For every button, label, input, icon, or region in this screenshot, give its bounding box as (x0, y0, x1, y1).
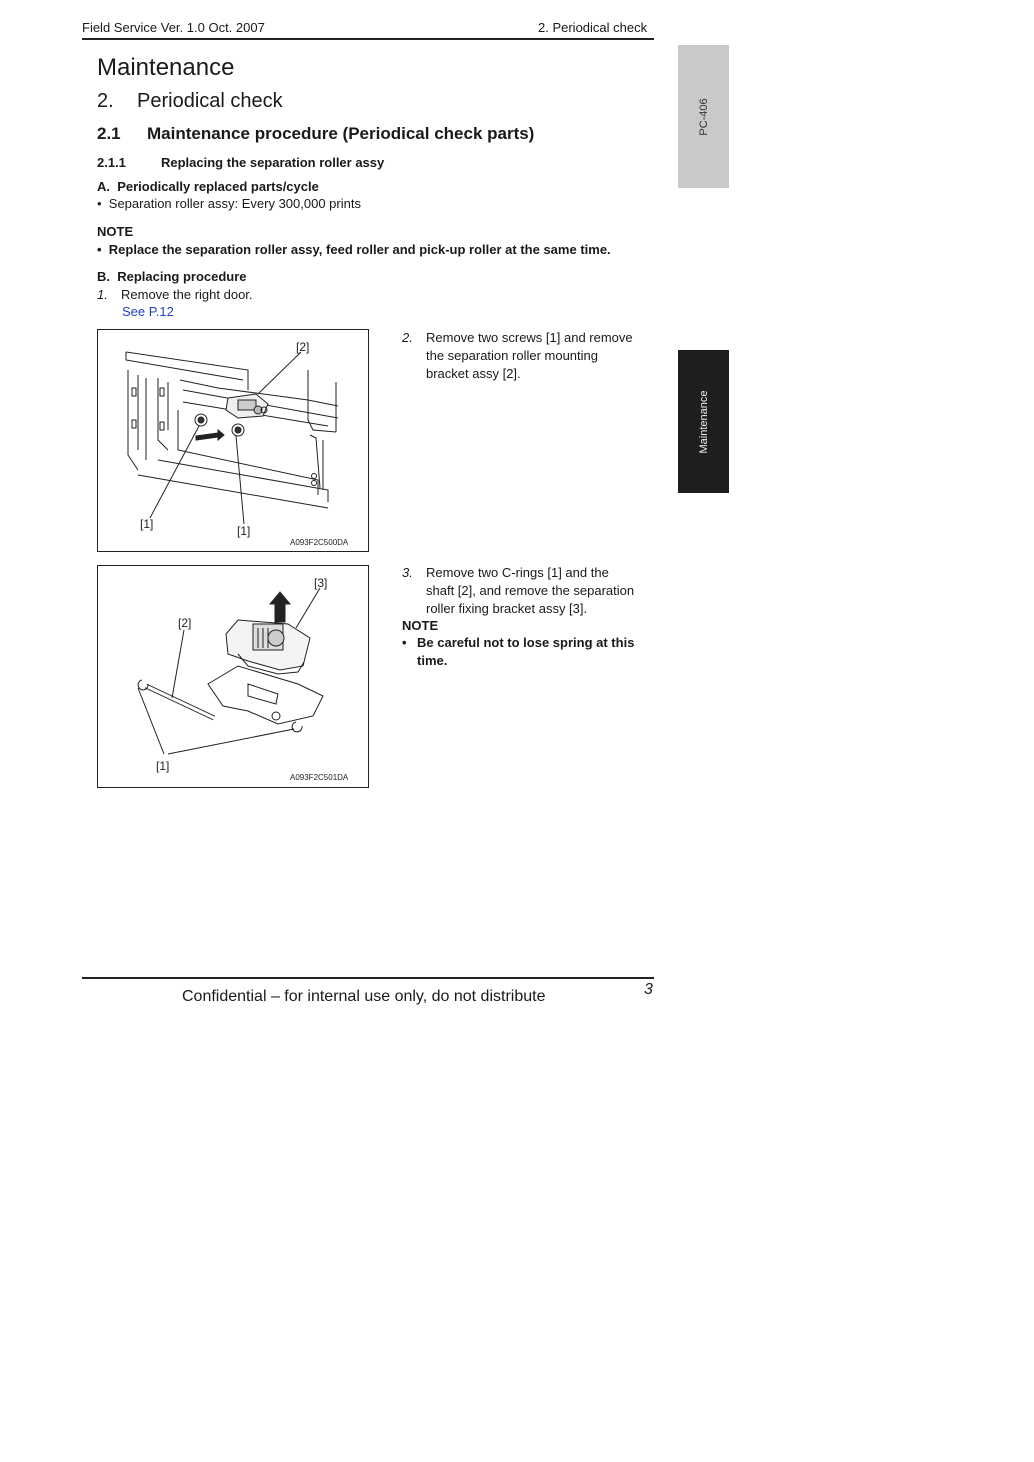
section-number: 2. (97, 90, 114, 112)
figure-1-label-1a: [1] (140, 517, 154, 531)
note-text (97, 241, 611, 259)
see-page-link[interactable]: See P.12 (122, 304, 174, 319)
subsection-heading (97, 124, 534, 144)
subsection-title: Maintenance procedure (Periodical check parts) (147, 124, 535, 143)
figure-remove-shaft (97, 565, 369, 788)
step-3-line-1: Remove two C-rings [1] and the (426, 565, 609, 580)
procedure-title: Replacing the separation roller assy (161, 155, 385, 170)
chapter-title: Maintenance (97, 54, 235, 81)
figure-remove-screws (97, 329, 369, 552)
figure-2-label-3: [3] (314, 576, 328, 590)
step-2 (402, 329, 633, 383)
side-tab-section (678, 350, 729, 493)
step-2-line-2: the separation roller mounting (426, 348, 598, 363)
section-a-bullet-text: Separation roller assy: Every 300,000 prints (108, 196, 361, 211)
bullet-icon: • (97, 196, 109, 211)
figure-2-code: A093F2C501DA (290, 773, 349, 782)
step-2-line-1: Remove two screws [1] and remove (426, 330, 633, 345)
step-3-line-3: roller fixing bracket assy [3]. (426, 601, 588, 616)
note-text-content: Replace the separation roller assy, feed roller and pick-up roller at the same time. (108, 242, 611, 257)
section-heading (97, 90, 283, 113)
note-label: NOTE (97, 224, 134, 239)
step-1-text: Remove the right door. (121, 287, 253, 302)
step-2-line-3: bracket assy [2]. (426, 366, 521, 381)
section-title: Periodical check (137, 90, 283, 112)
step-3-line-2: shaft [2], and remove the separation (426, 583, 635, 598)
procedure-heading (97, 155, 384, 170)
step-1 (97, 286, 253, 304)
step-3 (402, 564, 634, 618)
step-3-note-line-1: Be careful not to lose spring at this (417, 635, 635, 650)
header-left: Field Service Ver. 1.0 Oct. 2007 (82, 20, 265, 35)
figure-1-code: A093F2C500DA (290, 538, 349, 547)
side-tab-section-label: Maintenance (697, 390, 710, 453)
step-3-number: 3. (402, 565, 413, 580)
page-number: 3 (644, 981, 653, 998)
bullet-icon: • (97, 242, 109, 257)
side-tab-model (678, 45, 729, 188)
bullet-icon: • (402, 635, 407, 650)
figure-2-label-2: [2] (178, 616, 192, 630)
header-rule (82, 38, 654, 40)
figure-1-illustration (98, 330, 368, 551)
section-a-title: A. Periodically replaced parts/cycle (97, 179, 319, 194)
figure-1-label-1b: [1] (237, 524, 251, 538)
step-3-note-line-2: time. (417, 653, 448, 668)
subsection-number: 2.1 (97, 124, 121, 143)
footer-confidential: Confidential – for internal use only, do not distribute (182, 988, 546, 1005)
header-right: 2. Periodical check (538, 20, 648, 35)
figure-2-illustration (98, 566, 368, 787)
section-b-title: B. Replacing procedure (97, 269, 247, 284)
side-tab-model-label: PC-406 (697, 97, 710, 136)
step-1-number: 1. (97, 287, 108, 302)
footer-rule (82, 977, 654, 979)
figure-1-label-2: [2] (296, 340, 310, 354)
step-3-note (402, 634, 634, 670)
step-3-note-label: NOTE (402, 618, 439, 633)
section-a-bullet (97, 195, 361, 213)
figure-2-label-1: [1] (156, 759, 170, 773)
procedure-number: 2.1.1 (97, 155, 126, 170)
step-2-number: 2. (402, 330, 413, 345)
